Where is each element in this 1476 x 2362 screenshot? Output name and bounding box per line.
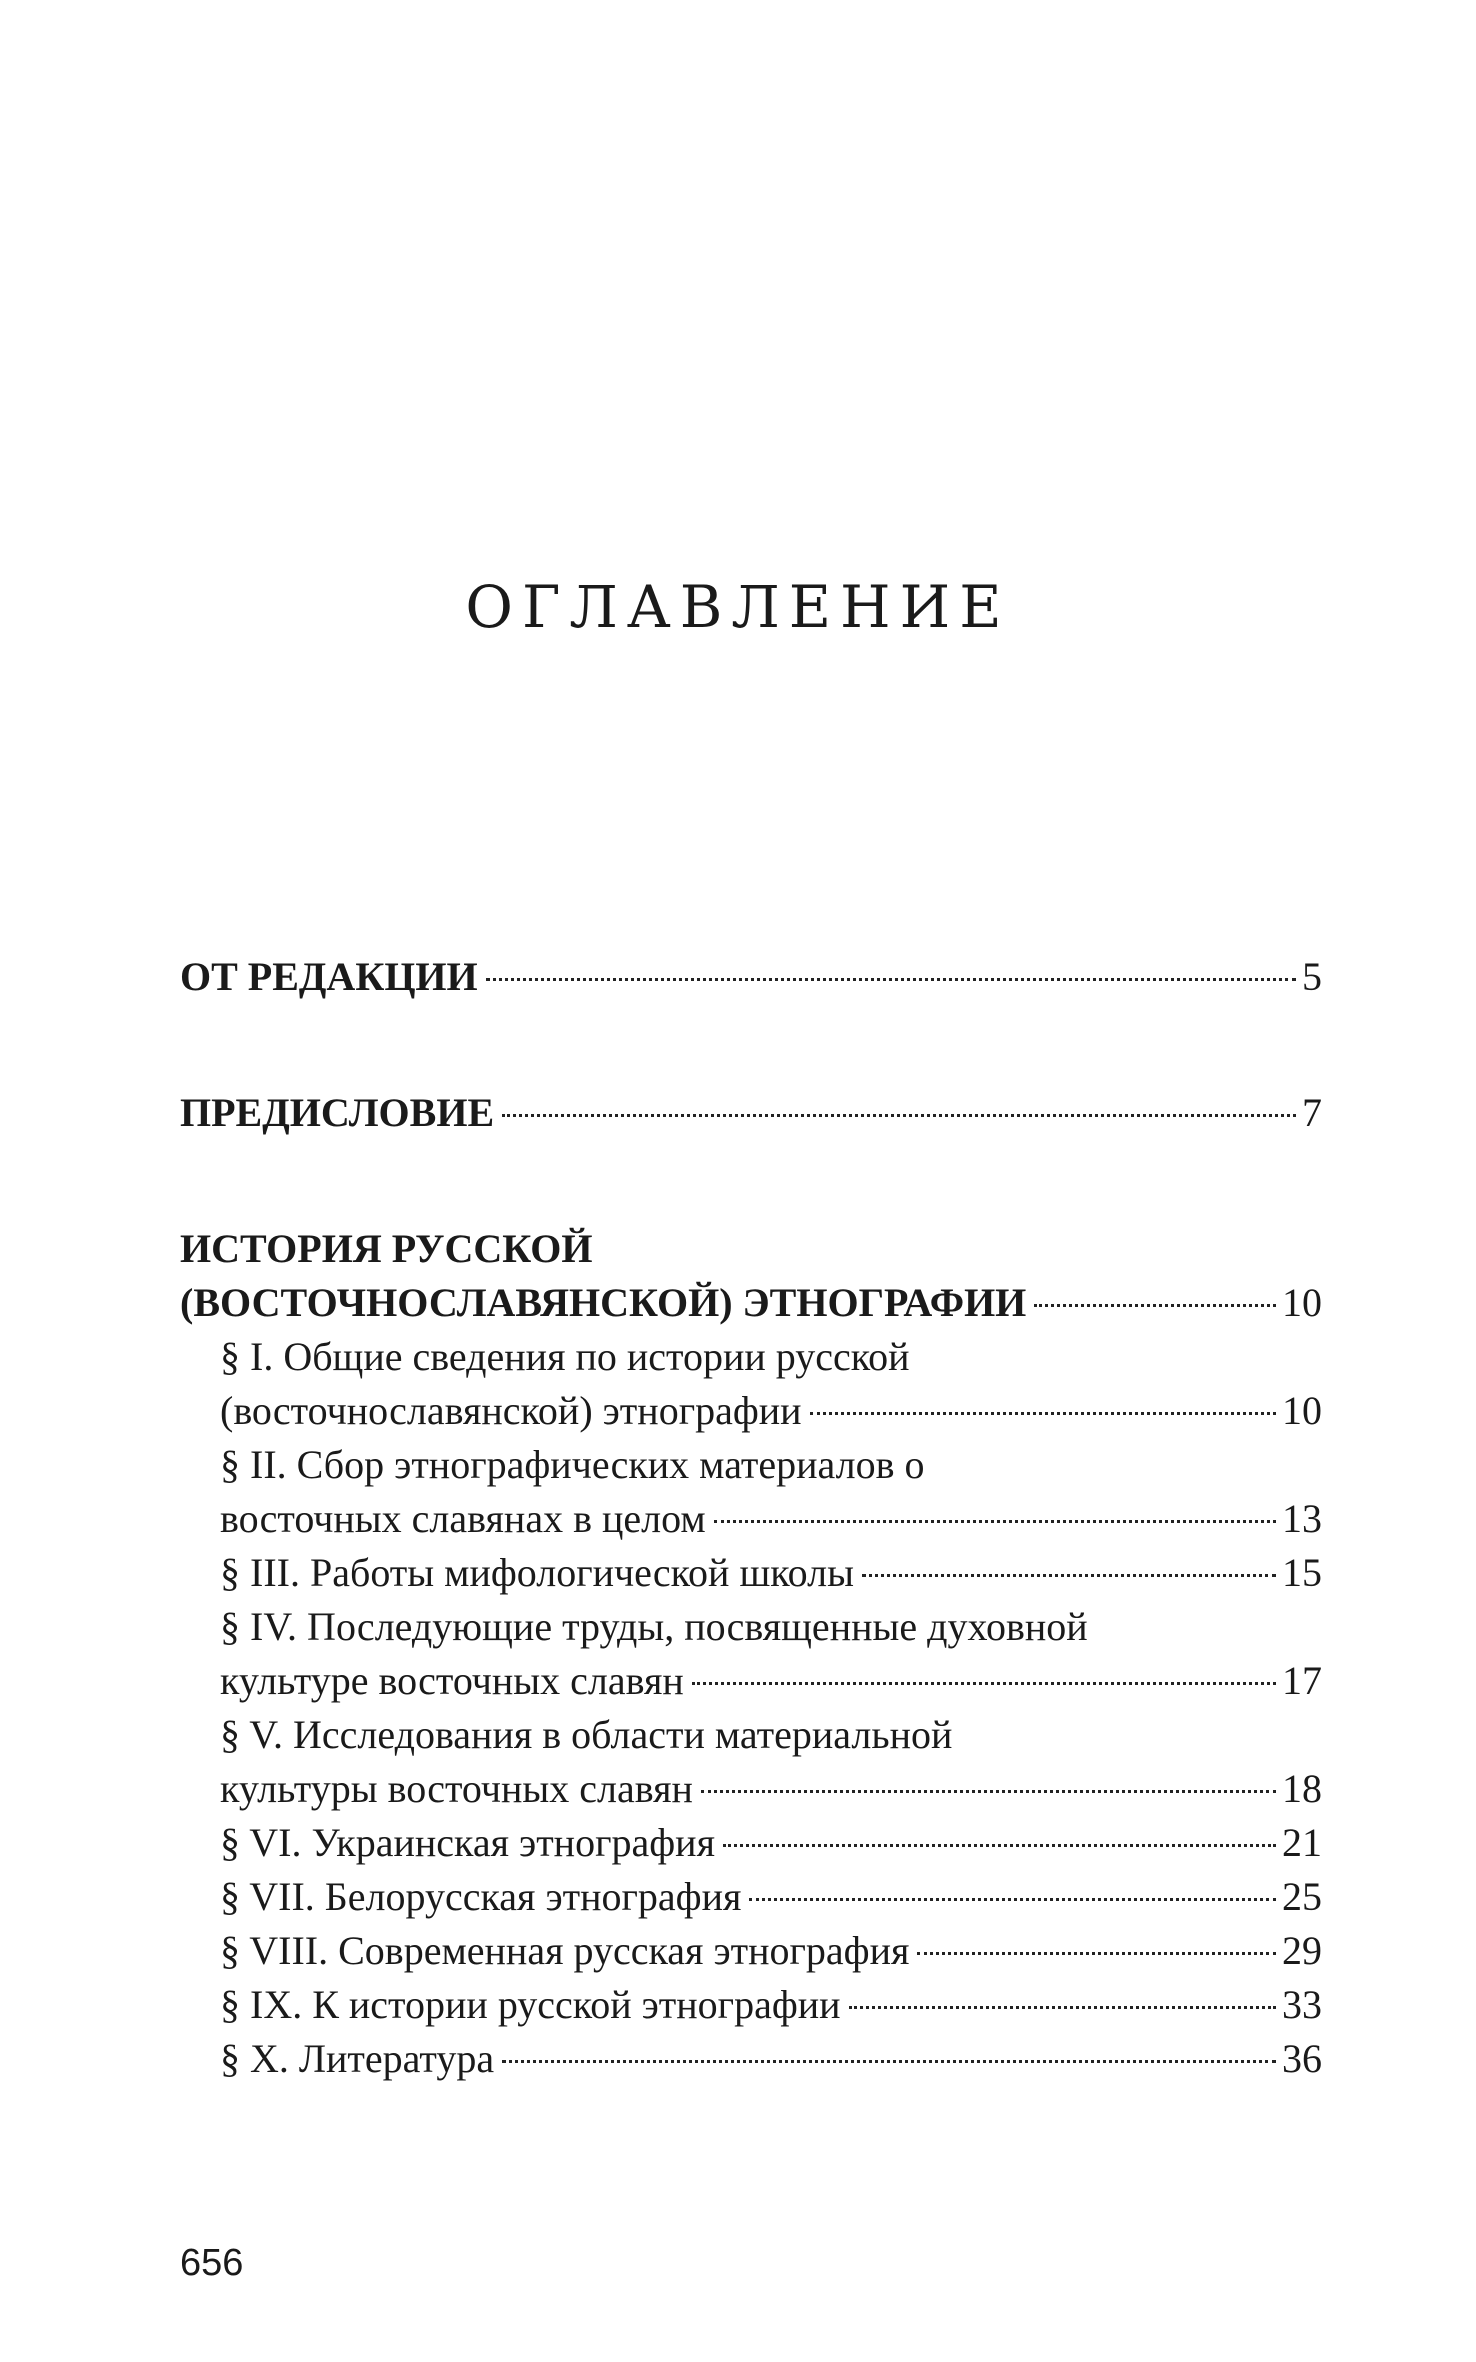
toc-subentry-title: культуры восточных славян bbox=[220, 1766, 693, 1811]
toc-subentry-2[interactable] bbox=[180, 1438, 1322, 1546]
toc-subentry-4[interactable] bbox=[180, 1600, 1322, 1708]
toc-subentry-8[interactable] bbox=[180, 1924, 1322, 1978]
page-title: ОГЛАВЛЕНИЕ bbox=[465, 573, 1011, 641]
dot-leader bbox=[701, 1790, 1276, 1793]
toc-subentry-title: § X. Литература bbox=[220, 2036, 495, 2081]
toc-subentry-title: восточных славянах в целом bbox=[220, 1496, 706, 1541]
table-of-contents bbox=[180, 950, 1322, 2086]
toc-subentry-5[interactable] bbox=[180, 1708, 1322, 1816]
toc-entry-title: ПРЕДИСЛОВИЕ bbox=[180, 1090, 495, 1135]
dot-leader bbox=[714, 1520, 1276, 1523]
dot-leader bbox=[849, 2006, 1276, 2009]
toc-subentry-1[interactable] bbox=[180, 1330, 1322, 1438]
toc-subentry-page: 15 bbox=[1282, 1550, 1322, 1595]
toc-subentry-6[interactable] bbox=[180, 1816, 1322, 1870]
page-number: 656 bbox=[180, 2242, 244, 2284]
toc-entry-title-line: ИСТОРИЯ РУССКОЙ bbox=[180, 1226, 593, 1271]
toc-entry-from-editors[interactable] bbox=[180, 950, 1322, 1004]
toc-subentry-3[interactable] bbox=[180, 1546, 1322, 1600]
dot-leader bbox=[692, 1682, 1276, 1685]
toc-subentry-title-line: § V. Исследования в области материальной bbox=[220, 1712, 953, 1757]
dot-leader bbox=[749, 1898, 1276, 1901]
toc-subentry-page: 29 bbox=[1282, 1928, 1322, 1973]
toc-subentry-7[interactable] bbox=[180, 1870, 1322, 1924]
toc-subentry-page: 18 bbox=[1282, 1766, 1322, 1811]
dot-leader bbox=[1034, 1304, 1276, 1307]
toc-subentry-title-line: § IV. Последующие труды, посвященные духовной bbox=[220, 1604, 1088, 1649]
toc-entry-page: 5 bbox=[1302, 954, 1322, 999]
toc-subentry-title: § VII. Белорусская этнография bbox=[220, 1874, 742, 1919]
dot-leader bbox=[917, 1952, 1276, 1955]
toc-subentry-page: 21 bbox=[1282, 1820, 1322, 1865]
toc-entry-page: 7 bbox=[1302, 1090, 1322, 1135]
toc-subentry-title-line: § I. Общие сведения по истории русской bbox=[220, 1334, 910, 1379]
toc-entry-ethnography-history[interactable] bbox=[180, 1222, 1322, 1330]
toc-subentry-title: культуре восточных славян bbox=[220, 1658, 684, 1703]
toc-subentry-10[interactable] bbox=[180, 2032, 1322, 2086]
toc-entry-page: 10 bbox=[1282, 1280, 1322, 1325]
toc-subentry-page: 13 bbox=[1282, 1496, 1322, 1541]
toc-subentry-title: § VIII. Современная русская этнография bbox=[220, 1928, 910, 1973]
toc-subentry-9[interactable] bbox=[180, 1978, 1322, 2032]
toc-subentry-title-line: § II. Сбор этнографических материалов о bbox=[220, 1442, 925, 1487]
toc-subentry-title: § VI. Украинская этнография bbox=[220, 1820, 715, 1865]
dot-leader bbox=[502, 1114, 1296, 1117]
toc-entry-title: ОТ РЕДАКЦИИ bbox=[180, 954, 478, 999]
dot-leader bbox=[502, 2060, 1276, 2063]
dot-leader bbox=[486, 978, 1296, 981]
dot-leader bbox=[810, 1412, 1276, 1415]
toc-subentry-title: § IX. К истории русской этнографии bbox=[220, 1982, 841, 2027]
toc-subentry-title: § III. Работы мифологической школы bbox=[220, 1550, 854, 1595]
dot-leader bbox=[862, 1574, 1276, 1577]
toc-subentry-page: 33 bbox=[1282, 1982, 1322, 2027]
dot-leader bbox=[723, 1844, 1276, 1847]
toc-subentry-page: 17 bbox=[1282, 1658, 1322, 1703]
toc-entry-preface[interactable] bbox=[180, 1086, 1322, 1140]
toc-subentry-page: 36 bbox=[1282, 2036, 1322, 2081]
toc-subentry-page: 25 bbox=[1282, 1874, 1322, 1919]
toc-subentry-title: (восточнославянской) этнографии bbox=[220, 1388, 802, 1433]
toc-subentry-page: 10 bbox=[1282, 1388, 1322, 1433]
toc-entry-title: (ВОСТОЧНОСЛАВЯНСКОЙ) ЭТНОГРАФИИ bbox=[180, 1280, 1027, 1325]
